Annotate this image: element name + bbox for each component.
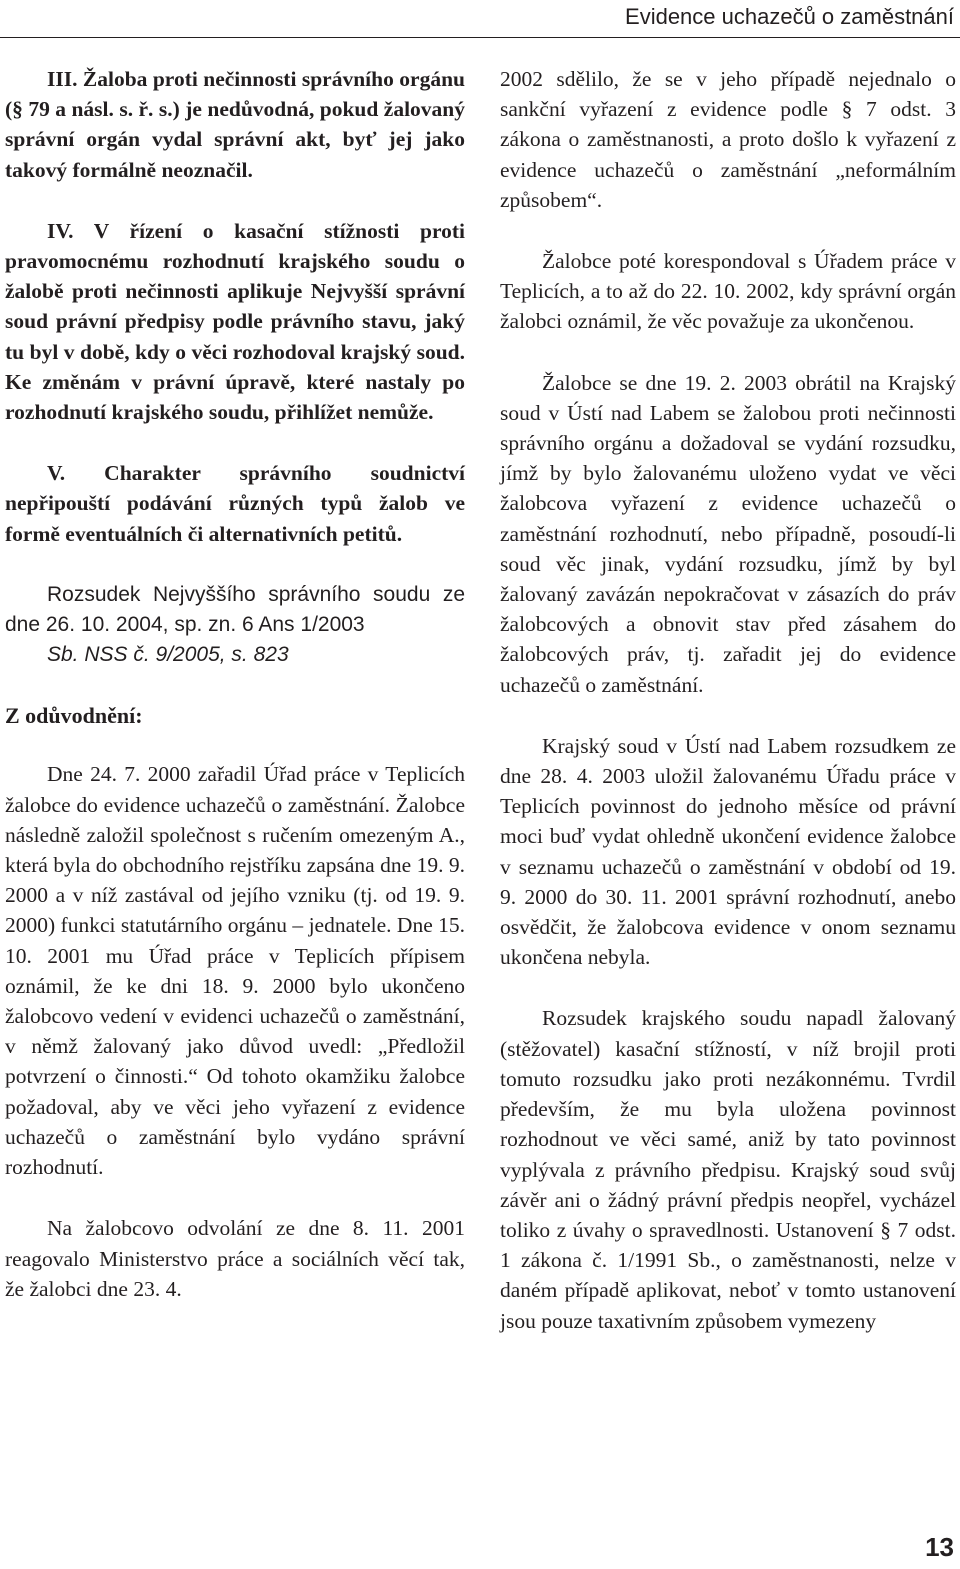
paragraph: Dne 24. 7. 2000 zařadil Úřad práce v Teplicích žalobce do evidence uchazečů o zaměstnání. Žalobce následně založil společnost s ručením omezeným A., která byla do obchodního rejstříku zapsána dne 19. 9. 2000 a v níž zastával od jejího vzniku (tj. od 19. 9. 2000) funkci statutárního orgánu – jednatele. Dne 15. 10. 2001 mu Úřad práce v Teplicích přípisem oznámil, že ke dni 18. 9. 2000 bylo ukončeno žalobcovo vedení v evidenci uchazečů o zaměstnání, v němž žalovaný jako důvod uvedl: „Předložil potvrzení o činnosti.“ Od tohoto okamžiku žalobce požadoval, aby ve věci jeho vyřazení z evidence uchazečů o zaměstnání bylo vydáno správní rozhodnutí. — [5, 762, 465, 1180]
paragraph: 2002 sdělilo, že se v jeho případě nejednalo o sankční vyřazení z evidence podle § 7 odst. 3 zákona o zaměstnanosti, a proto došlo k vyřazení z evidence uchazečů o zaměstnání „neformálním způsobem“. — [500, 67, 956, 212]
paragraph: Na žalobcovo odvolání ze dne 8. 11. 2001 reagovalo Ministerstvo práce a sociálních věcí tak, že žalobci dne 23. 4. — [5, 1216, 465, 1301]
citation-source: Sb. NSS č. 9/2005, s. 823 — [47, 643, 289, 667]
paragraph: Rozsudek krajského soudu napadl žalovaný (stěžovatel) kasační stížností, v níž brojil proti tomuto rozsudku jako proti nezákonnému. Tvrdil především, že mu byla uložena povinnost rozhodnout ve věci samé, aniž by tato povinnost vyplývala z právního předpisu. Krajský soud svůj závěr ani o žádný právní předpis neopřel, vycházel toliko z úvahy o spravedlnosti. Ustanovení § 7 odst. 1 zákona č. 1/1991 Sb., o zaměstnanosti, nelze v daném případě aplikovat, neboť v tomto ustanovení jsou pouze taxativním způsobem vymezeny — [500, 1006, 956, 1333]
right-column — [500, 64, 956, 1336]
paragraph: Žalobce se dne 19. 2. 2003 obrátil na Krajský soud v Ústí nad Labem se žalobou proti nečinnosti správního orgánu a dožadoval se vydání rozsudku, jímž by bylo žalovanému uloženo vydat ve věci žalobcova vyřazení z evidence uchazečů o zaměstnání rozhodnutí, nebo případně, posoudí-li soud věc jinak, vydání rozsudku, jímž by byl žalovaný zavázán nepokračovat v zásazích do práv žalobcových a obnovit stav před zásahem do žalobcových práv, tj. zařadit jej do evidence uchazečů o zaměstnání. — [500, 370, 956, 697]
header-rule — [0, 37, 960, 38]
paragraph: Krajský soud v Ústí nad Labem rozsudkem ze dne 28. 4. 2003 uložil žalovanému Úřadu práce v Teplicích povinnost do jednoho měsíce od právní moci buď vydat ohledně ukončení evidence žalobce v seznamu uchazečů o zaměstnání v období od 19. 9. 2000 do 30. 11. 2001 správní rozhodnutí, anebo osvědčit, že žalobcova evidence v onom seznamu ukončena nebyla. — [500, 733, 956, 970]
paragraph: Žalobce poté korespondoval s Úřadem práce v Teplicích, a to až do 22. 10. 2002, kdy správní orgán žalobci oznámil, že věc považuje za ukončenou. — [500, 249, 956, 334]
left-column — [5, 64, 465, 1304]
page-number: 13 — [925, 1532, 954, 1562]
thesis-3: III. Žaloba proti nečinnosti správního orgánu (§ 79 a násl. s. ř. s.) je nedůvodná, pokud žalovaný správní orgán vydal správní akt, byť jej jako takový formálně neoznačil. — [5, 67, 465, 182]
thesis-4: IV. V řízení o kasační stížnosti proti pravomocnému rozhodnutí krajského soudu o žalobě proti nečinnosti aplikuje Nejvyšší správní soud právní předpisy podle právního stavu, jaký tu byl v době, kdy o věci rozhodoval krajský soud. Ke změnám v právní úpravě, které nastaly po rozhodnutí krajského soudu, přihlížet nemůže. — [5, 218, 465, 425]
reasoning-heading: Z odůvodnění: — [5, 703, 143, 729]
running-header-title: Evidence uchazečů o zaměstnání — [625, 4, 954, 29]
thesis-5: V. Charakter správního soudnictví nepřipouští podávání různých typů žalob ve formě eventuálních či alternativních petitů. — [5, 461, 465, 546]
citation-line: Rozsudek Nejvyššího správního soudu ze dne 26. 10. 2004, sp. zn. 6 Ans 1/2003 — [5, 582, 465, 637]
